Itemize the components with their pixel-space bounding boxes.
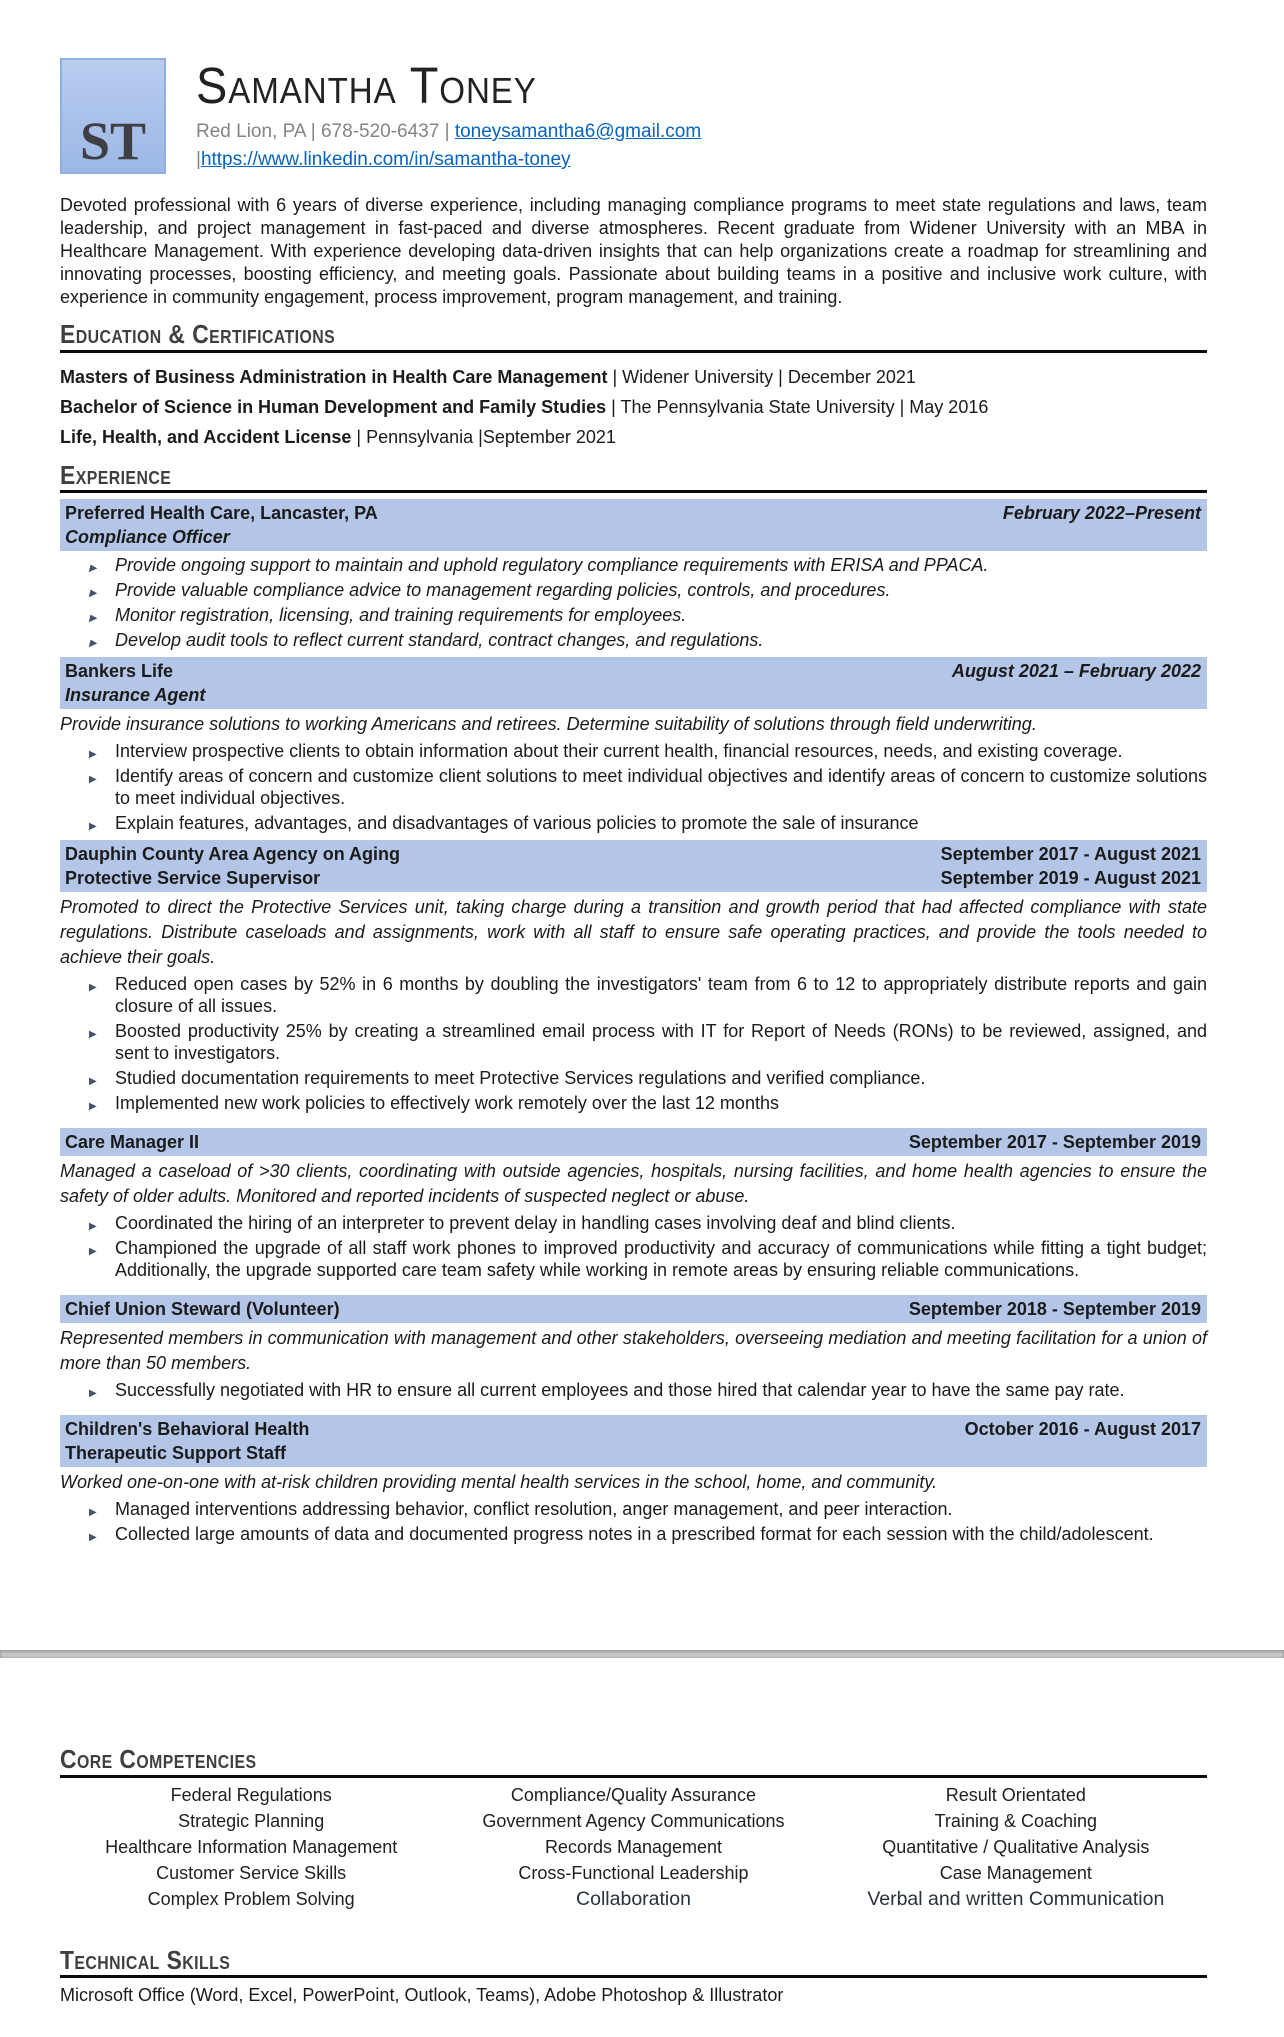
job-bullets [60,1212,1207,1281]
section-heading-core-competencies [60,1745,1207,1778]
job-title: Therapeutic Support Staff [65,1443,287,1464]
job-title: Protective Service Supervisor [65,868,321,889]
job-company: Dauphin County Area Agency on Aging [65,844,401,865]
competency-item: Government Agency Communications [482,1810,785,1831]
job-banner-row2 [65,683,1201,707]
job-entry [60,840,1207,1114]
competency-item: Quantitative / Qualitative Analysis [882,1836,1150,1857]
job-dates: August 2021 – February 2022 [951,661,1201,682]
education-item [60,396,1207,418]
job-entry [60,1415,1207,1545]
education-details: | Widener University | December 2021 [607,366,916,387]
education-details: | The Pennsylvania State University | May 2016 [606,396,989,417]
job-bullet: ▶ Explain features, advantages, and disadvantages of various policies to promote the sale of insurance [60,812,1207,834]
monogram-text: ST [79,110,147,171]
job-dates: September 2017 - August 2021 [940,844,1201,865]
competency-item: Collaboration [576,1887,691,1910]
job-intro: Promoted to direct the Protective Services unit, taking charge during a transition and growth period that had affected compliance with state regulations. Distribute caseloads and assignments, work with all staff to ensure safe operating practices, and provide the tools needed to achieve their goals. [60,897,1207,968]
contact-line [196,118,1026,174]
job-intro: Worked one-on-one with at-risk children providing mental health services in the school, home, and community. [60,1472,938,1493]
section-title: Experience [60,459,172,490]
section-title: Education & Certifications [60,319,336,350]
job-dates: September 2017 - September 2019 [908,1132,1201,1153]
job-bullet: ▶ Championed the upgrade of all staff work phones to improved productivity and accuracy of communications while fitting a tight budget; Additionally, the upgrade supported care team safety while working in remote areas by ensuring reliable communications. [60,1237,1207,1281]
competency-item: Federal Regulations [170,1784,332,1805]
linkedin-link[interactable]: https://www.linkedin.com/in/samantha-toney [200,149,571,171]
competency-item: Records Management [544,1836,723,1857]
job-dates: February 2022–Present [1002,503,1201,524]
summary-paragraph: Devoted professional with 6 years of diverse experience, including managing compliance programs to meet state regulations and laws, team leadership, and project management in fast-paced and diverse atmospheres. Recent graduate from Widener University with an MBA in Healthcare Management. With experience developing data-driven insights that can help organizations create a roadmap for streamlining and innovating processes, boosting efficiency, and meeting goals. Passionate about building teams in a positive and inclusive work culture, with experience in community engagement, process improvement, program management, and training. [60,195,1207,308]
separator: | [444,121,450,143]
job-title-dates: September 2019 - August 2021 [940,868,1201,889]
competency-column [442,1782,824,1912]
job-bullets [60,554,1207,651]
job-entry [60,1295,1207,1401]
job-entry [60,499,1207,651]
competency-item: Customer Service Skills [156,1862,347,1883]
job-dates: October 2016 - August 2017 [964,1419,1201,1440]
job-bullets [60,973,1207,1114]
job-company: Bankers Life [65,661,174,682]
job-banner [60,499,1207,551]
monogram-logo [60,58,166,174]
competency-item: Strategic Planning [178,1810,325,1831]
competency-item: Verbal and written Communication [867,1887,1165,1910]
separator: | [196,149,201,171]
job-banner-row1 [65,1130,1201,1154]
location-phone: Red Lion, PA | 678-520-6437 [196,121,440,143]
page-break [0,1650,1284,1658]
job-bullet: ▶ Collected large amounts of data and documented progress notes in a prescribed format for each session with the child/adolescent. [60,1523,1207,1545]
job-title: Insurance Agent [65,685,206,706]
experience-list [60,499,1207,1545]
education-item [60,426,1207,448]
job-bullet: ▶ Boosted productivity 25% by creating a streamlined email process with IT for Report of Needs (RONs) to be reviewed, assigned, and sent to investigators. [60,1020,1207,1064]
job-bullets [60,740,1207,834]
job-bullet: ▶ Reduced open cases by 52% in 6 months by doubling the investigators' team from 6 to 12 to appropriately distribute reports and gain closure of all issues. [60,973,1207,1017]
job-banner [60,1415,1207,1467]
competency-item: Result Orientated [945,1784,1086,1805]
competency-item: Compliance/Quality Assurance [510,1784,757,1805]
job-entry [60,1128,1207,1281]
job-banner-row2 [65,1441,1201,1465]
job-bullet: ▶ Monitor registration, licensing, and training requirements for employees. [60,604,1207,626]
education-details: | Pennsylvania |September 2021 [351,426,616,447]
competency-item: Healthcare Information Management [105,1836,398,1857]
competency-item: Case Management [939,1862,1092,1883]
competency-item: Cross-Functional Leadership [518,1862,749,1883]
job-banner [60,840,1207,892]
section-heading-experience [60,461,1207,494]
job-title: Compliance Officer [65,527,230,548]
job-bullet: ▶ Successfully negotiated with HR to ensure all current employees and those hired that calendar year to have the same pay rate. [60,1379,1207,1401]
job-bullet: ▶ Develop audit tools to reflect current standard, contract changes, and regulations. [60,629,1207,651]
job-bullets [60,1379,1207,1401]
competency-item: Training & Coaching [934,1810,1098,1831]
job-company: Preferred Health Care, Lancaster, PA [65,503,378,524]
header-right [196,58,1026,174]
job-banner [60,657,1207,709]
core-competencies-grid [60,1778,1207,1912]
section-title: Core Competencies [60,1744,257,1774]
education-degree: Bachelor of Science in Human Development and Family Studies [60,396,607,417]
job-dates: September 2018 - September 2019 [908,1299,1201,1320]
job-banner-row1 [65,842,1201,866]
job-intro: Represented members in communication with management and other stakeholders, overseeing mediation and meeting facilitation for a union of more than 50 members. [60,1328,1207,1374]
education-degree: Masters of Business Administration in Health Care Management [60,366,608,387]
job-bullet: ▶ Studied documentation requirements to meet Protective Services regulations and verified compliance. [60,1067,1207,1089]
job-banner-row1 [65,1417,1201,1441]
job-company: Children's Behavioral Health [65,1419,310,1440]
section-heading-technical-skills [60,1946,1207,1979]
section-title: Technical Skills [60,1944,231,1975]
job-banner [60,1128,1207,1156]
technical-skills-text: Microsoft Office (Word, Excel, PowerPoint, Outlook, Teams), Adobe Photoshop & Illustrator [60,1985,784,2006]
job-bullet: ▶ Provide valuable compliance advice to management regarding policies, controls, and procedures. [60,579,1207,601]
education-list [60,353,1207,450]
competency-column [825,1782,1207,1912]
job-bullets [60,1498,1207,1545]
job-banner-row2 [65,866,1201,890]
job-bullet: ▶ Managed interventions addressing behavior, conflict resolution, anger management, and peer interaction. [60,1498,1207,1520]
email-link[interactable]: toneysamantha6@gmail.com [454,121,702,143]
job-company: Chief Union Steward (Volunteer) [65,1299,340,1320]
job-banner [60,1295,1207,1323]
job-bullet: ▶ Provide ongoing support to maintain and uphold regulatory compliance requirements with ERISA and PPACA. [60,554,1207,576]
job-bullet: ▶ Interview prospective clients to obtain information about their current health, financial resources, needs, and existing coverage. [60,740,1207,762]
job-intro: Managed a caseload of >30 clients, coordinating with outside agencies, hospitals, nursing facilities, and home health agencies to ensure the safety of older adults. Monitored and reported incidents of suspected neglect or abuse. [60,1161,1207,1207]
job-intro: Provide insurance solutions to working Americans and retirees. Determine suitability of solutions through field underwriting. [60,714,1037,735]
job-banner-row1 [65,659,1201,683]
job-banner-row1 [65,501,1201,525]
job-banner-row2 [65,525,1201,549]
job-entry [60,657,1207,834]
person-name: Samantha Toney [196,57,537,114]
job-company: Care Manager II [65,1132,200,1153]
header [60,58,1207,174]
job-bullet: ▶ Identify areas of concern and customize client solutions to meet individual objectives and identify areas of concern to customize solutions to meet individual objectives. [60,765,1207,809]
job-bullet: ▶ Implemented new work policies to effectively work remotely over the last 12 months [60,1092,1207,1114]
education-item [60,366,1207,388]
job-bullet: ▶ Coordinated the hiring of an interpreter to prevent delay in handling cases involving deaf and blind clients. [60,1212,1207,1234]
competency-column [60,1782,442,1912]
job-banner-row1 [65,1297,1201,1321]
section-heading-education [60,320,1207,353]
education-degree: Life, Health, and Accident License [60,426,352,447]
resume-page-2 [0,1658,1284,2037]
competency-item: Complex Problem Solving [147,1888,355,1909]
